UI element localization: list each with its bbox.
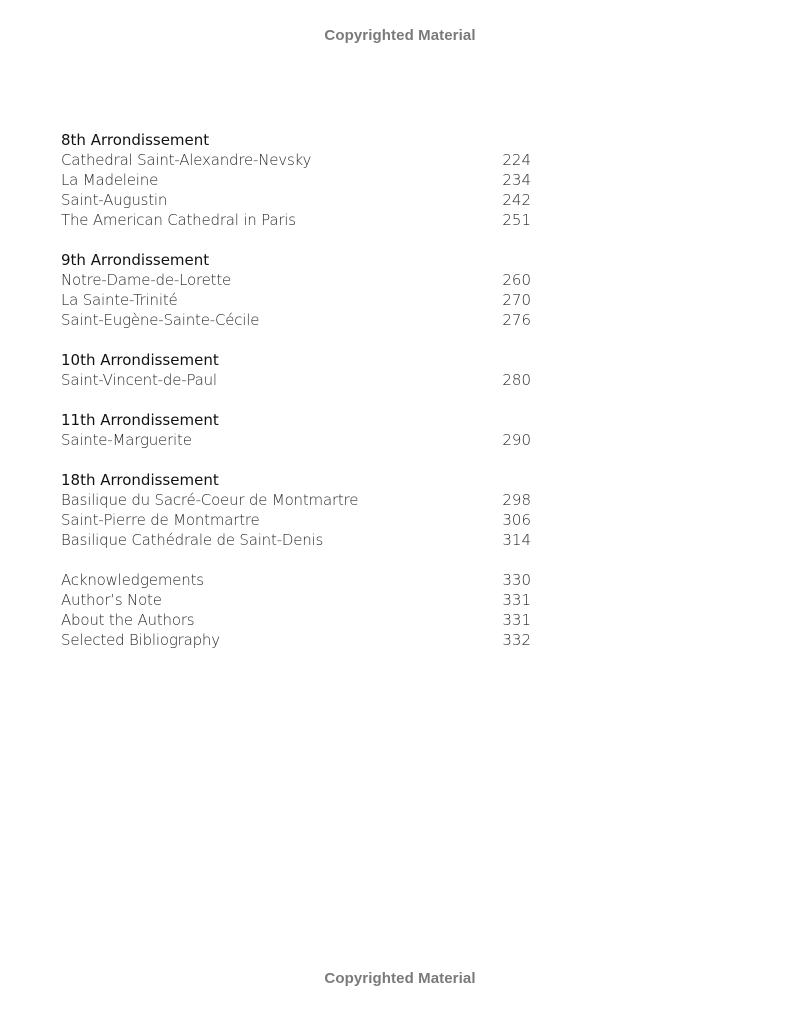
entry-title: Selected Bibliography	[61, 631, 220, 649]
entry-page-number: 331	[502, 591, 531, 609]
toc-entry[interactable]	[61, 270, 531, 290]
toc-entry[interactable]	[61, 430, 531, 450]
entry-title: La Madeleine	[61, 171, 159, 189]
section-heading: 9th Arrondissement	[61, 251, 210, 269]
entry-page-number: 224	[502, 151, 531, 169]
section-heading: 11th Arrondissement	[61, 411, 219, 429]
toc-entry[interactable]	[61, 210, 531, 230]
toc-entry[interactable]	[61, 630, 531, 650]
toc-entry[interactable]	[61, 530, 531, 550]
entry-title: About the Authors	[61, 611, 195, 629]
section-heading: 8th Arrondissement	[61, 131, 210, 149]
entry-title: Saint-Eugène-Sainte-Cécile	[61, 311, 260, 329]
entry-title: Notre-Dame-de-Lorette	[61, 271, 232, 289]
entry-page-number: 270	[502, 291, 531, 309]
table-of-contents	[61, 130, 531, 670]
entry-page-number: 298	[502, 491, 531, 509]
entry-page-number: 314	[502, 531, 531, 549]
entry-title: Saint-Vincent-de-Paul	[61, 371, 217, 389]
entry-title: La Sainte-Trinité	[61, 291, 178, 309]
entry-page-number: 306	[502, 511, 531, 529]
entry-page-number: 242	[502, 191, 531, 209]
toc-section-18th	[61, 470, 531, 550]
entry-page-number: 276	[502, 311, 531, 329]
entry-title: The American Cathedral in Paris	[61, 211, 296, 229]
toc-section-11th	[61, 410, 531, 450]
entry-page-number: 290	[502, 431, 531, 449]
entry-page-number: 251	[502, 211, 531, 229]
toc-entry[interactable]	[61, 570, 531, 590]
toc-section-8th	[61, 130, 531, 230]
copyright-watermark-top: Copyrighted Material	[324, 27, 476, 44]
section-heading: 18th Arrondissement	[61, 471, 219, 489]
entry-page-number: 330	[502, 571, 531, 589]
toc-entry[interactable]	[61, 370, 531, 390]
toc-entry[interactable]	[61, 150, 531, 170]
entry-title: Acknowledgements	[61, 571, 204, 589]
toc-entry[interactable]	[61, 190, 531, 210]
entry-title: Author’s Note	[61, 591, 162, 609]
entry-title: Basilique du Sacré-Coeur de Montmartre	[61, 491, 359, 509]
toc-entry[interactable]	[61, 490, 531, 510]
entry-page-number: 234	[502, 171, 531, 189]
entry-title: Saint-Augustin	[61, 191, 168, 209]
toc-entry[interactable]	[61, 510, 531, 530]
entry-title: Sainte-Marguerite	[61, 431, 192, 449]
entry-title: Saint-Pierre de Montmartre	[61, 511, 260, 529]
entry-title: Basilique Cathédrale de Saint-Denis	[61, 531, 324, 549]
entry-page-number: 280	[502, 371, 531, 389]
entry-page-number: 260	[502, 271, 531, 289]
toc-section-9th	[61, 250, 531, 330]
entry-page-number: 331	[502, 611, 531, 629]
toc-section-10th	[61, 350, 531, 390]
toc-section-back-matter	[61, 570, 531, 650]
section-heading: 10th Arrondissement	[61, 351, 219, 369]
copyright-watermark-bottom: Copyrighted Material	[324, 970, 476, 987]
entry-title: Cathedral Saint-Alexandre-Nevsky	[61, 151, 312, 169]
toc-entry[interactable]	[61, 610, 531, 630]
toc-entry[interactable]	[61, 310, 531, 330]
toc-entry[interactable]	[61, 290, 531, 310]
entry-page-number: 332	[502, 631, 531, 649]
toc-entry[interactable]	[61, 170, 531, 190]
toc-entry[interactable]	[61, 590, 531, 610]
